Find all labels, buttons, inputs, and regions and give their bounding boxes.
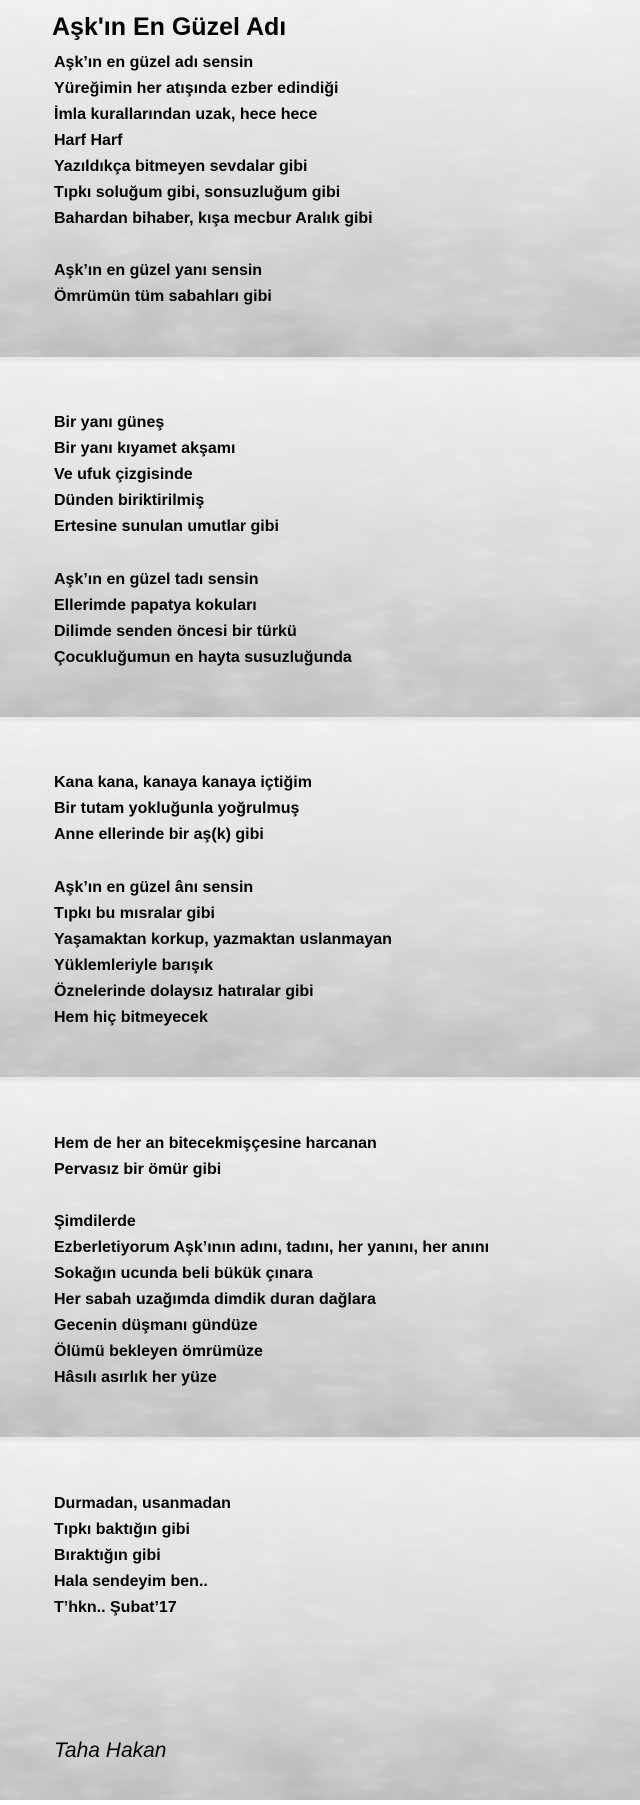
poem-line: Ellerimde papatya kokuları xyxy=(54,597,257,614)
poem-line: Bir yanı güneş xyxy=(54,414,165,431)
poem-line: Bahardan bihaber, kışa mecbur Aralık gibi xyxy=(54,210,373,227)
poem-line: Pervasız bir ömür gibi xyxy=(54,1161,222,1178)
stanza-2 xyxy=(54,258,272,310)
stanza-1 xyxy=(54,50,373,232)
stanza-3 xyxy=(54,410,279,540)
stanza-6 xyxy=(54,875,392,1031)
poem-line: Dünden biriktirilmiş xyxy=(54,492,205,509)
poem-line: Harf Harf xyxy=(54,132,123,149)
poem-line: Ve ufuk çizgisinde xyxy=(54,466,193,483)
poem-line: Tıpkı soluğum gibi, sonsuzluğum gibi xyxy=(54,184,341,201)
poem-line: Bıraktığın gibi xyxy=(54,1547,161,1564)
poem-line: Her sabah uzağımda dimdik duran dağlara xyxy=(54,1291,376,1308)
poem-line: İmla kurallarından uzak, hece hece xyxy=(54,106,318,123)
poem-line: Aşk’ın en güzel yanı sensin xyxy=(54,262,263,279)
stanza-9 xyxy=(54,1491,231,1621)
poem-line: Öznelerinde dolaysız hatıralar gibi xyxy=(54,983,314,1000)
poem-author: Taha Hakan xyxy=(54,1739,167,1762)
poem-line: Bir yanı kıyamet akşamı xyxy=(54,440,236,457)
poem-line: Tıpkı bu mısralar gibi xyxy=(54,905,215,922)
poem-line: Hâsılı asırlık her yüze xyxy=(54,1369,217,1386)
poem-line: Ertesine sunulan umutlar gibi xyxy=(54,518,279,535)
poem-title: Aşk'ın En Güzel Adı xyxy=(52,13,287,41)
stanza-7 xyxy=(54,1131,377,1183)
poem-line: Sokağın ucunda beli bükük çınara xyxy=(54,1265,313,1282)
poem-line: Hem de her an bitecekmişçesine harcanan xyxy=(54,1135,377,1152)
poem-line: Şimdilerde xyxy=(54,1213,136,1230)
poem-line: T’hkn.. Şubat’17 xyxy=(54,1599,177,1616)
poem-line: Aşk’ın en güzel adı sensin xyxy=(54,54,254,71)
poem-line: Yüklemleriyle barışık xyxy=(54,957,214,974)
poem-line: Yaşamaktan korkup, yazmaktan uslanmayan xyxy=(54,931,392,948)
poem-line: Hala sendeyim ben.. xyxy=(54,1573,208,1590)
poem-line: Aşk’ın en güzel ânı sensin xyxy=(54,879,254,896)
stanza-8 xyxy=(54,1209,489,1391)
poem-line: Tıpkı baktığın gibi xyxy=(54,1521,190,1538)
poem-line: Anne ellerinde bir aş(k) gibi xyxy=(54,826,264,843)
poem-line: Bir tutam yokluğunla yoğrulmuş xyxy=(54,800,300,817)
poem-line: Gecenin düşmanı gündüze xyxy=(54,1317,258,1334)
poem-line: Hem hiç bitmeyecek xyxy=(54,1009,208,1026)
poem-line: Dilimde senden öncesi bir türkü xyxy=(54,623,297,640)
poem-line: Ezberletiyorum Aşk’ının adını, tadını, her yanını, her anını xyxy=(54,1239,490,1256)
poem-line: Kana kana, kanaya kanaya içtiğim xyxy=(54,774,312,791)
poem-line: Aşk’ın en güzel tadı sensin xyxy=(54,571,259,588)
poem-line: Yüreğimin her atışında ezber edindiği xyxy=(54,80,339,97)
poem-line: Ömrümün tüm sabahları gibi xyxy=(54,288,272,305)
poem-line: Ölümü bekleyen ömrümüze xyxy=(54,1343,263,1360)
poem-line: Çocukluğumun en hayta susuzluğunda xyxy=(54,649,352,666)
stanza-4 xyxy=(54,567,352,671)
poem-line: Yazıldıkça bitmeyen sevdalar gibi xyxy=(54,158,308,175)
poem-line: Durmadan, usanmadan xyxy=(54,1495,231,1512)
stanza-5 xyxy=(54,770,312,848)
